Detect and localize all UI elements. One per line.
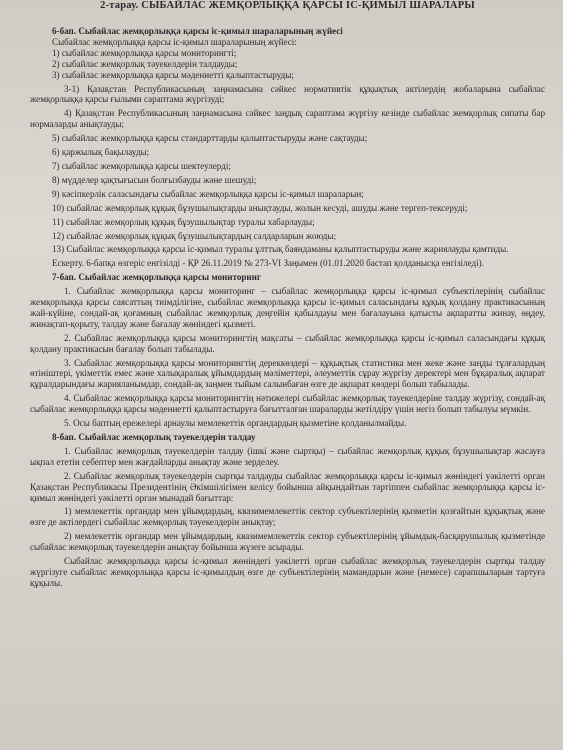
list-item: 6) қаржылық бақылауды; xyxy=(52,147,150,158)
list-item: 13) Сыбайлас жемқорлыққа қарсы іс-қимыл туралы ұлттық баяндаманы қалыптастыруды және жариялауды қамтиды. xyxy=(52,244,509,255)
list-item: 8) мүдделер қақтығысын болғызбауды және шешуді; xyxy=(52,174,257,185)
article-6-footnote: Ескерту. 6-бапқа өзгеріс енгізілді - ҚР 26.11.2019 № 273-VI Заңымен (01.01.2020 бастап қолданысқа енгізіледі). xyxy=(52,258,484,269)
article-6-intro: Сыбайлас жемқорлыққа қарсы іс-қимыл шараларының жүйесі: xyxy=(52,36,297,47)
paragraph: 1. Сыбайлас жемқорлыққа қарсы мониторинг – сыбайлас жемқорлыққа қарсы іс-қимыл субъектілерінің сыбайлас жемқорлыққа қарсы саясаттың тиімділігіне, сыбайлас жемқорлыққа қарсы іс-қимыл саласындағы құқық қолдану практикасының жай-күйіне, сондай-ақ қоғамның сыбайлас жемқорлық деңгейін қабылдауы мен бағалауына қатысты ақпаратты жинау, өңдеу, жинақтап-қорыту, талдау және бағалау жөніндегі қызметі. xyxy=(30,286,545,329)
paragraph: 3. Сыбайлас жемқорлыққа қарсы мониторингтің дереккөздері – құқықтық статистика мен жеке және заңды тұлғалардың өтініштері, үкіметтік емес және халықаралық ұйымдардың мәліметтері, әлеуметтік сұрау жүргізу деректері мен бұқаралық ақпарат құралдарындағы жарияланымдар, сондай-ақ заңмен тыйым салынбаған өзге де ақпарат көздері болып табылады. xyxy=(30,357,545,390)
paragraph: 2. Сыбайлас жемқорлық тәуекелдерін сыртқы талдауды сыбайлас жемқорлыққа қарсы іс-қимыл жөніндегі уәкілетті орган Қазақстан Республикасы Президентінің Әкімшілігімен келісу бойынша айқындайтын тәртіппен сыбайлас жемқорлыққа қарсы іс-қимыл жөніндегі уәкілетті орган мынадай бағыттар: xyxy=(30,470,545,503)
list-item: 4) Қазақстан Республикасының заңнамасына сәйкес заңдық сараптама жүргізу кезінде сыбайлас жемқорлық сипаты бар нормаларды анықтауды; xyxy=(30,108,545,130)
list-item: 3-1) Қазақстан Республикасының заңнамасына сәйкес нормативтік құқықтық актілердің жобаларына сыбайлас жемқорлыққа қарсы ғылыми сараптама жүргізуді; xyxy=(30,83,545,105)
paragraph: 2. Сыбайлас жемқорлыққа қарсы мониторингтің мақсаты – сыбайлас жемқорлыққа қарсы іс-қимыл саласындағы құқық қолдану практикасын бағалау болып табылады. xyxy=(30,332,545,354)
list-item: 9) кәсіпкерлік саласындағы сыбайлас жемқорлыққа қарсы іс-қимыл шараларын; xyxy=(52,188,364,199)
article-7 xyxy=(30,272,545,429)
list-item: 5) сыбайлас жемқорлыққа қарсы стандарттарды қалыптастыруды және сақтауды; xyxy=(52,133,368,144)
article-6-title: 6-бап. Сыбайлас жемқорлыққа қарсы іс-қимыл шараларының жүйесі xyxy=(52,26,343,36)
paragraph: Сыбайлас жемқорлыққа қарсы іс-қимыл жөніндегі уәкілетті орган сыбайлас жемқорлық тәуекелдерін сыртқы талдау жүргізуге сыбайлас жемқорлыққа қарсы іс-қимылдың өзге де субъектілерінің мамандарын және (немесе) сарапшыларын тартуға құқылы. xyxy=(30,556,545,588)
list-item: 10) сыбайлас жемқорлық құқық бұзушылықтарды анықтауды, жолын кесуді, ашуды және тергеп-тексеруді; xyxy=(52,202,468,213)
list-item: 7) сыбайлас жемқорлыққа қарсы шектеулерді; xyxy=(52,160,231,171)
paragraph: 1) мемлекеттік органдар мен ұйымдардың, квазимемлекеттік сектор субъектілерінің қызметін қозғайтын құқықтық және өзге де актілердегі сыбайлас жемқорлық тәуекелдерін анықтау; xyxy=(30,506,545,528)
article-6 xyxy=(30,26,545,269)
article-8-title: 8-бап. Сыбайлас жемқорлық тәуекелдерін талдау xyxy=(52,432,256,442)
article-8 xyxy=(30,432,545,589)
paragraph: 5. Осы баптың ережелері арнаулы мемлекеттік органдардың қызметіне қолданылмайды. xyxy=(64,418,407,429)
paragraph: 1. Сыбайлас жемқорлық тәуекелдерін талдау (ішкі және сыртқы) – сыбайлас жемқорлық құқық бұзушылықтар жасауға ықпал ететін себептер мен жағдайларды анықтау және зерделеу. xyxy=(30,445,545,467)
paragraph: 4. Сыбайлас жемқорлыққа қарсы мониторингтің нәтижелері сыбайлас жемқорлық тәуекелдеріне талдау жүргізу, сондай-ақ сыбайлас жемқорлыққа қарсы мәдениетті қалыптастыруға бағытталған шараларды жетілдіру үшін негіз болып табылуы мүмкін. xyxy=(30,393,545,415)
list-item: 2) сыбайлас жемқорлық тәуекелдерін талдауды; xyxy=(52,58,238,69)
list-item: 12) сыбайлас жемқорлық құқық бұзушылықтардың салдарларын жоюды; xyxy=(52,230,337,241)
list-item: 11) сыбайлас жемқорлық құқық бұзушылықтар туралы хабарлауды; xyxy=(52,216,315,227)
article-7-title: 7-бап. Сыбайлас жемқорлыққа қарсы мониторинг xyxy=(52,272,262,283)
list-item: 1) сыбайлас жемқорлыққа қарсы мониторингті; xyxy=(52,47,237,58)
paragraph: 2) мемлекеттік органдар мен ұйымдардың, квазимемлекеттік сектор субъектілерінің ұйымдық-басқарушылық қызметінде сыбайлас жемқорлық тәуекелдерін анықтау бойынша жүзеге асырады. xyxy=(30,531,545,553)
chapter-title: 2-тарау. СЫБАЙЛАС ЖЕМҚОРЛЫҚҚА ҚАРСЫ ІС-ҚИМЫЛ ШАРАЛАРЫ xyxy=(100,0,475,11)
list-item: 3) сыбайлас жемқорлыққа қарсы мәдениетті қалыптастыруды; xyxy=(52,69,294,80)
